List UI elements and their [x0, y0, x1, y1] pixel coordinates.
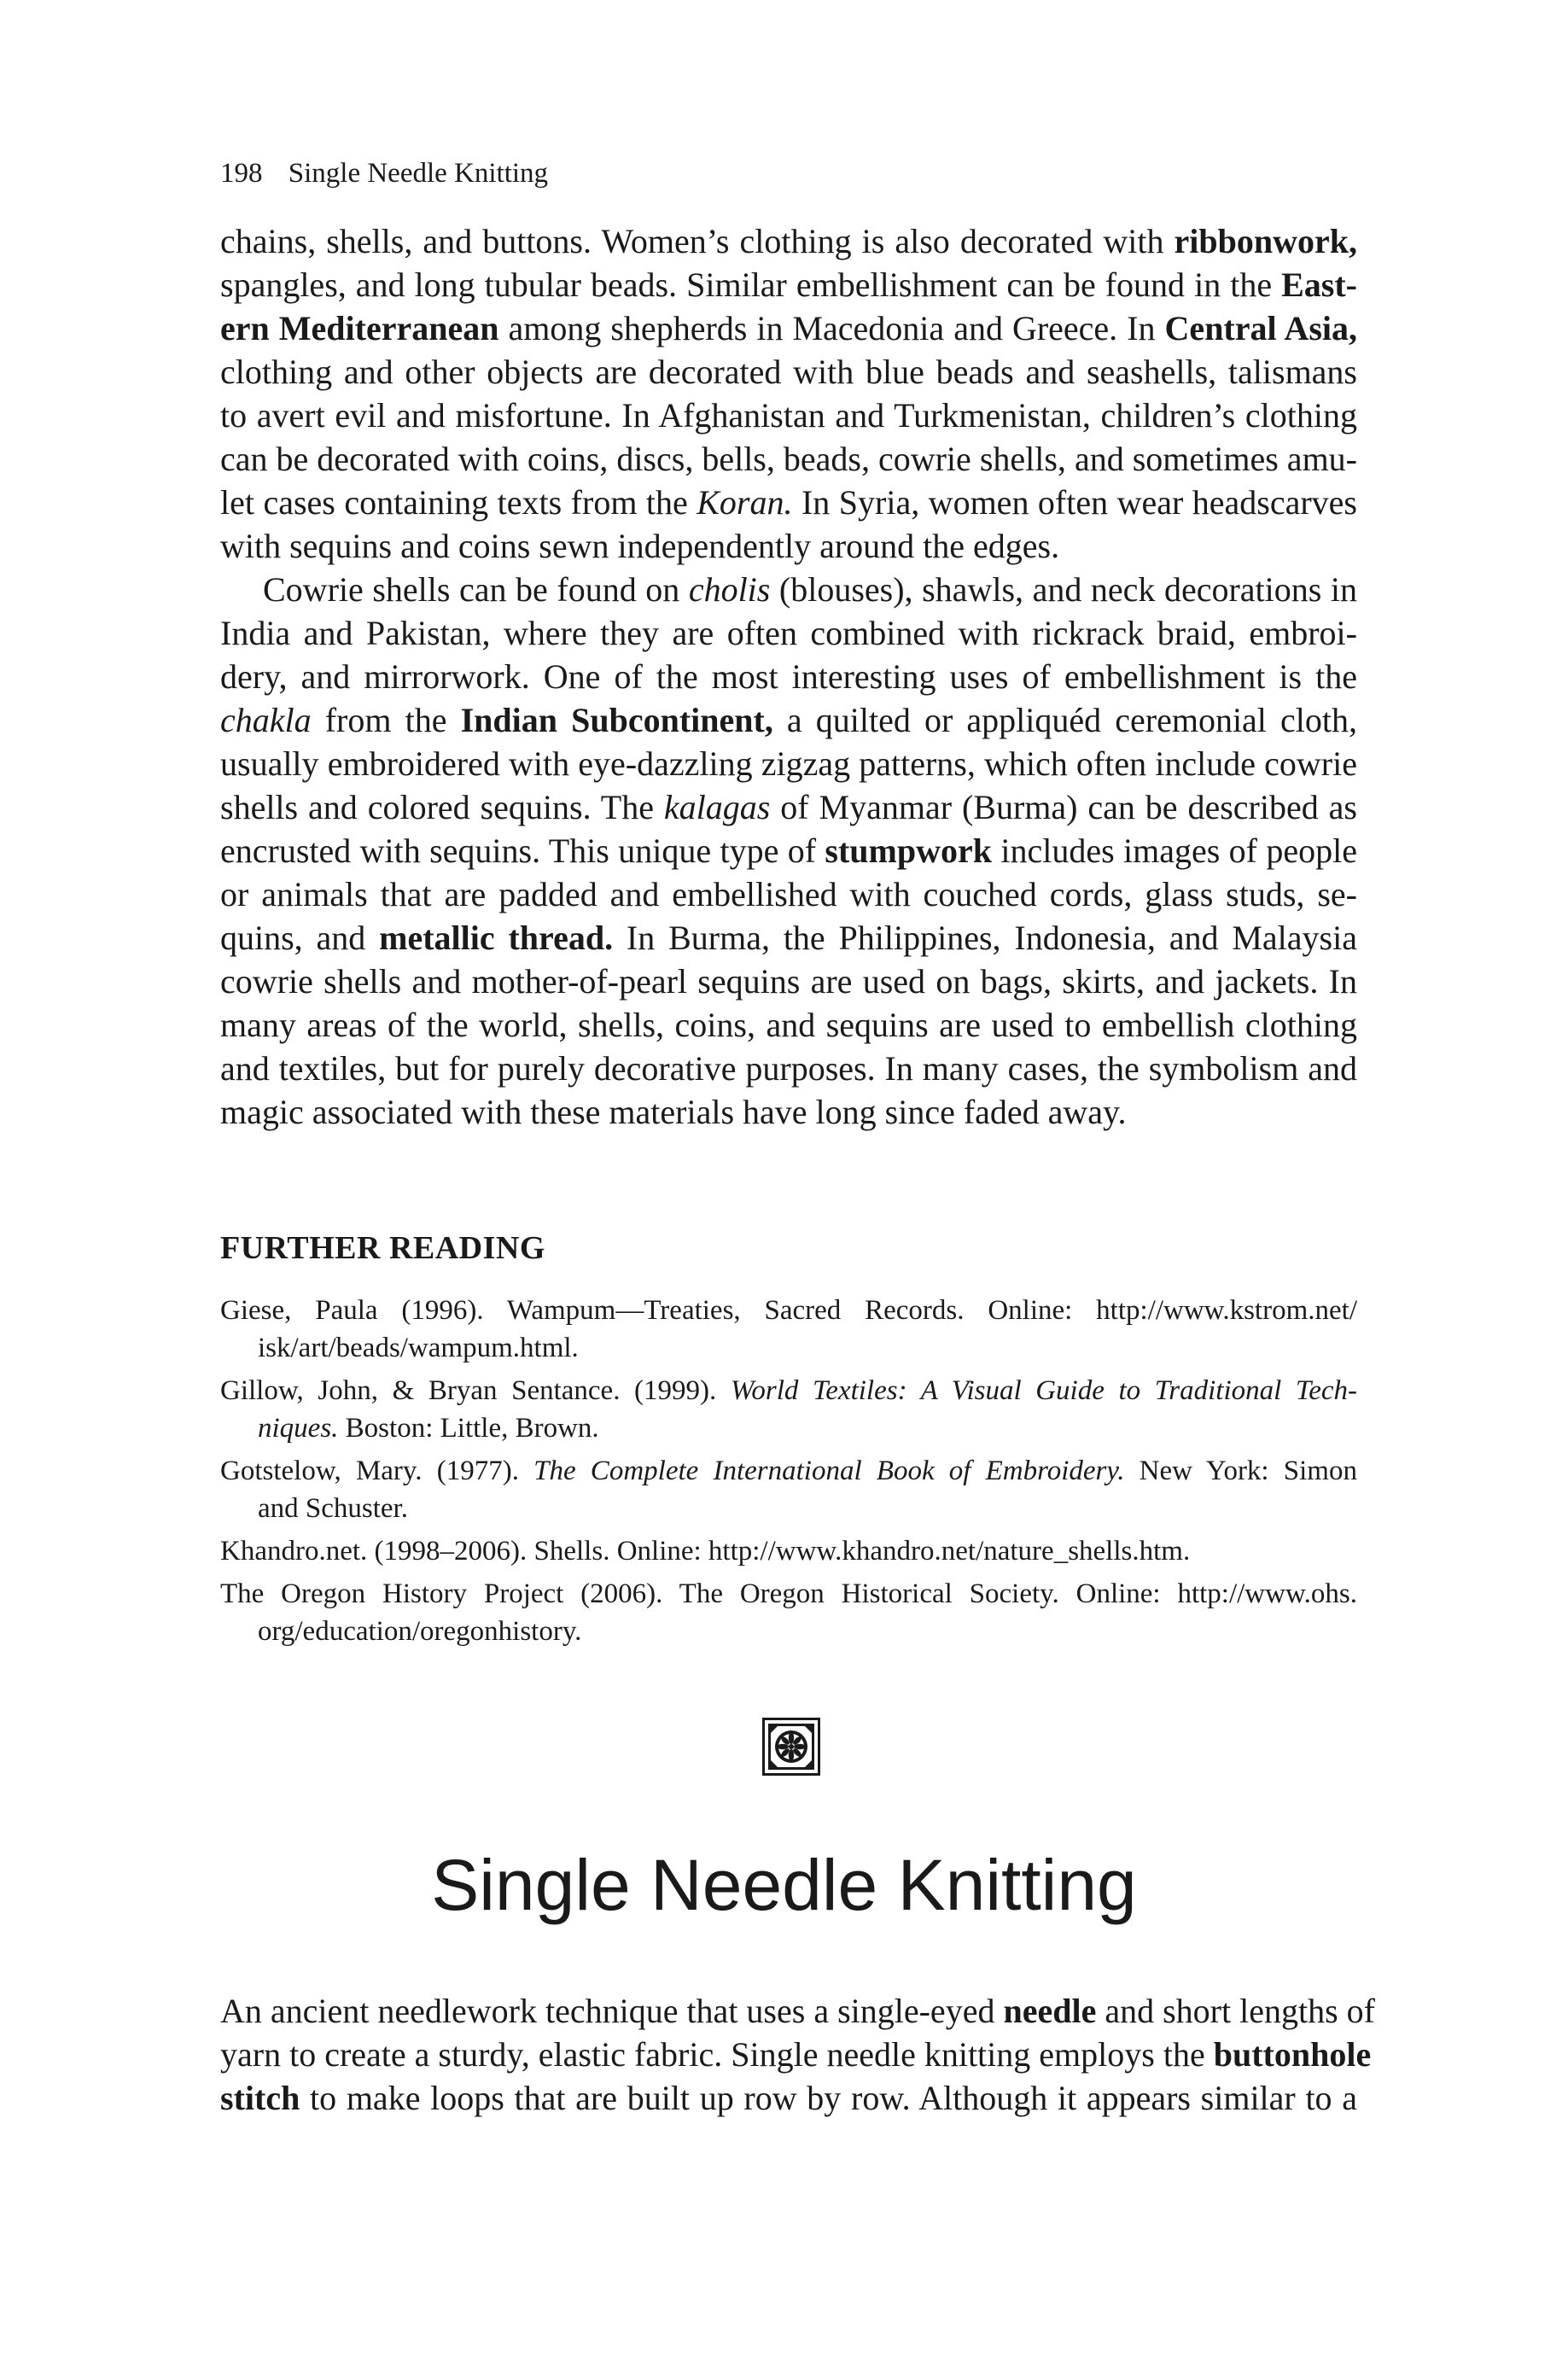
text-run: dery, and mirrorwork. One of the most interesting uses of embellishment is the	[220, 657, 1357, 696]
text-line	[220, 611, 1357, 655]
text-line	[220, 785, 1357, 829]
text-line	[220, 960, 1357, 1003]
text-run: and textiles, but for purely decorative purposes. In many cases, the symbolism and	[220, 1049, 1357, 1088]
text-run: isk/art/beads/wampum.html.	[258, 1333, 579, 1363]
text-run: to avert evil and misfortune. In Afghanistan and Turkmenistan, children’s clothing	[220, 396, 1357, 435]
text-run: Gotstelow, Mary. (1977).	[220, 1456, 534, 1486]
bold-term: East-	[1281, 265, 1357, 304]
text-run: In Burma, the Philippines, Indonesia, and Malaysia	[613, 919, 1357, 957]
text-line	[220, 1409, 1357, 1447]
text-line	[220, 742, 1357, 785]
text-line	[220, 350, 1357, 394]
paragraph-2	[220, 568, 1357, 1134]
bold-term: buttonhole	[1213, 2035, 1372, 2074]
text-line	[220, 872, 1357, 916]
text-run: or animals that are padded and embellished with couched cords, glass studs, se-	[220, 875, 1357, 913]
italic-term: cholis	[688, 570, 771, 609]
entry-intro	[220, 1989, 1375, 2120]
text-line	[220, 1989, 1375, 2033]
body-text	[220, 219, 1357, 1134]
text-run: An ancient needlework technique that uses a single-eyed	[220, 1992, 1004, 2030]
text-line	[220, 437, 1357, 481]
italic-term: kalagas	[663, 788, 771, 826]
text-line	[220, 1575, 1357, 1613]
text-run: and short lengths of	[1096, 1992, 1375, 2030]
text-line	[220, 394, 1357, 437]
text-run: of Myanmar (Burma) can be described as	[770, 788, 1357, 826]
text-run: from the	[311, 701, 461, 739]
text-run: Khandro.net. (1998–2006). Shells. Online: http://www.khandro.net/nature_shells.htm.	[220, 1536, 1191, 1567]
italic-term: World Textiles: A Visual Guide to Traditional Tech-	[730, 1375, 1357, 1406]
text-line	[220, 1090, 1357, 1134]
further-reading-heading: FURTHER READING	[220, 1230, 545, 1266]
bold-term: stumpwork	[825, 831, 992, 870]
bold-term: needle	[1003, 1992, 1097, 2030]
text-run: chains, shells, and buttons. Women’s clothing is also decorated with	[220, 222, 1175, 260]
text-run: yarn to create a sturdy, elastic fabric. Single needle knitting employs the	[220, 2035, 1214, 2074]
text-line	[220, 916, 1357, 960]
text-line	[220, 1532, 1357, 1570]
bold-term: stitch	[220, 2079, 300, 2117]
text-run: includes images of people	[991, 831, 1357, 870]
text-line	[220, 2033, 1372, 2076]
text-run: a quilted or appliquéd ceremonial cloth,	[772, 701, 1358, 739]
text-run: org/education/oregonhistory.	[258, 1616, 582, 1647]
reference-entry	[220, 1292, 1357, 1367]
text-run: (blouses), shawls, and neck decorations in	[770, 570, 1357, 609]
text-line	[220, 1490, 1357, 1527]
bold-term: Central Asia,	[1164, 309, 1357, 347]
reference-entry	[220, 1452, 1357, 1527]
text-run: encrusted with sequins. This unique type of	[220, 831, 825, 870]
text-line	[220, 1047, 1357, 1090]
text-line	[220, 1329, 1357, 1367]
page-number: 198	[220, 158, 263, 189]
text-run: spangles, and long tubular beads. Similar embellishment can be found in the	[220, 265, 1282, 304]
running-head-title: Single Needle Knitting	[288, 158, 549, 189]
text-run: and Schuster.	[258, 1493, 408, 1524]
text-run: among shepherds in Macedonia and Greece. In	[498, 309, 1165, 347]
text-line	[220, 1452, 1357, 1490]
text-run: India and Pakistan, where they are often combined with rickrack braid, embroi-	[220, 614, 1357, 652]
bold-term: metallic thread.	[379, 919, 614, 957]
italic-term: The Complete International Book of Embroidery.	[533, 1456, 1125, 1486]
text-run: cowrie shells and mother-of-pearl sequins are used on bags, skirts, and jackets. In	[220, 962, 1357, 1001]
bold-term: Indian Subcontinent,	[460, 701, 773, 739]
italic-term: niques.	[258, 1413, 339, 1444]
text-run: can be decorated with coins, discs, bells, beads, cowrie shells, and sometimes amu-	[220, 440, 1357, 478]
text-line	[220, 1003, 1357, 1047]
reference-entry	[220, 1575, 1357, 1650]
text-line	[220, 219, 1357, 263]
text-line	[220, 524, 1357, 568]
entry-title: Single Needle Knitting	[431, 1845, 1137, 1925]
text-run: shells and colored sequins. The	[220, 788, 664, 826]
italic-term: chakla	[220, 701, 312, 739]
text-line	[220, 655, 1357, 698]
text-line	[220, 829, 1357, 872]
text-run: clothing and other objects are decorated with blue beads and seashells, talismans	[220, 353, 1357, 391]
text-line	[220, 481, 1357, 524]
text-run: quins, and	[220, 919, 380, 957]
text-line	[220, 306, 1357, 350]
reference-entry	[220, 1372, 1357, 1447]
text-run: In Syria, women often wear headscarves	[792, 483, 1357, 522]
text-line	[220, 263, 1357, 306]
text-run: let cases containing texts from the	[220, 483, 697, 522]
text-run: with sequins and coins sewn independently around the edges.	[220, 527, 1060, 565]
text-run: The Oregon History Project (2006). The Oregon Historical Society. Online: http://www.ohs.	[220, 1578, 1357, 1609]
bold-term: ribbonwork,	[1174, 222, 1357, 260]
text-line	[220, 568, 1357, 611]
italic-term: Koran.	[697, 483, 793, 522]
text-line	[220, 698, 1357, 742]
text-line	[220, 1372, 1357, 1409]
text-line	[220, 1613, 1357, 1650]
text-line	[220, 1292, 1357, 1329]
reference-entry	[220, 1532, 1357, 1570]
text-run: New York: Simon	[1124, 1456, 1357, 1486]
text-run: Giese, Paula (1996). Wampum—Treaties, Sacred Records. Online: http://www.kstrom.net/	[220, 1295, 1357, 1326]
text-run: Cowrie shells can be found on	[263, 570, 689, 609]
text-run: magic associated with these materials have long since faded away.	[220, 1093, 1127, 1131]
text-run: many areas of the world, shells, coins, and sequins are used to embellish clothing	[220, 1006, 1357, 1044]
text-run: to make loops that are built up row by row. Although it appears similar to a	[300, 2079, 1357, 2117]
further-reading-list	[220, 1292, 1357, 1655]
text-line	[220, 2076, 1357, 2120]
ornamental-tile-icon	[762, 1718, 820, 1776]
text-run: usually embroidered with eye-dazzling zigzag patterns, which often include cowrie	[220, 744, 1357, 783]
bold-term: ern Mediterranean	[220, 309, 499, 347]
paragraph-1	[220, 219, 1357, 568]
running-head	[220, 156, 548, 190]
text-run: Gillow, John, & Bryan Sentance. (1999).	[220, 1375, 731, 1406]
text-run: Boston: Little, Brown.	[338, 1413, 599, 1444]
